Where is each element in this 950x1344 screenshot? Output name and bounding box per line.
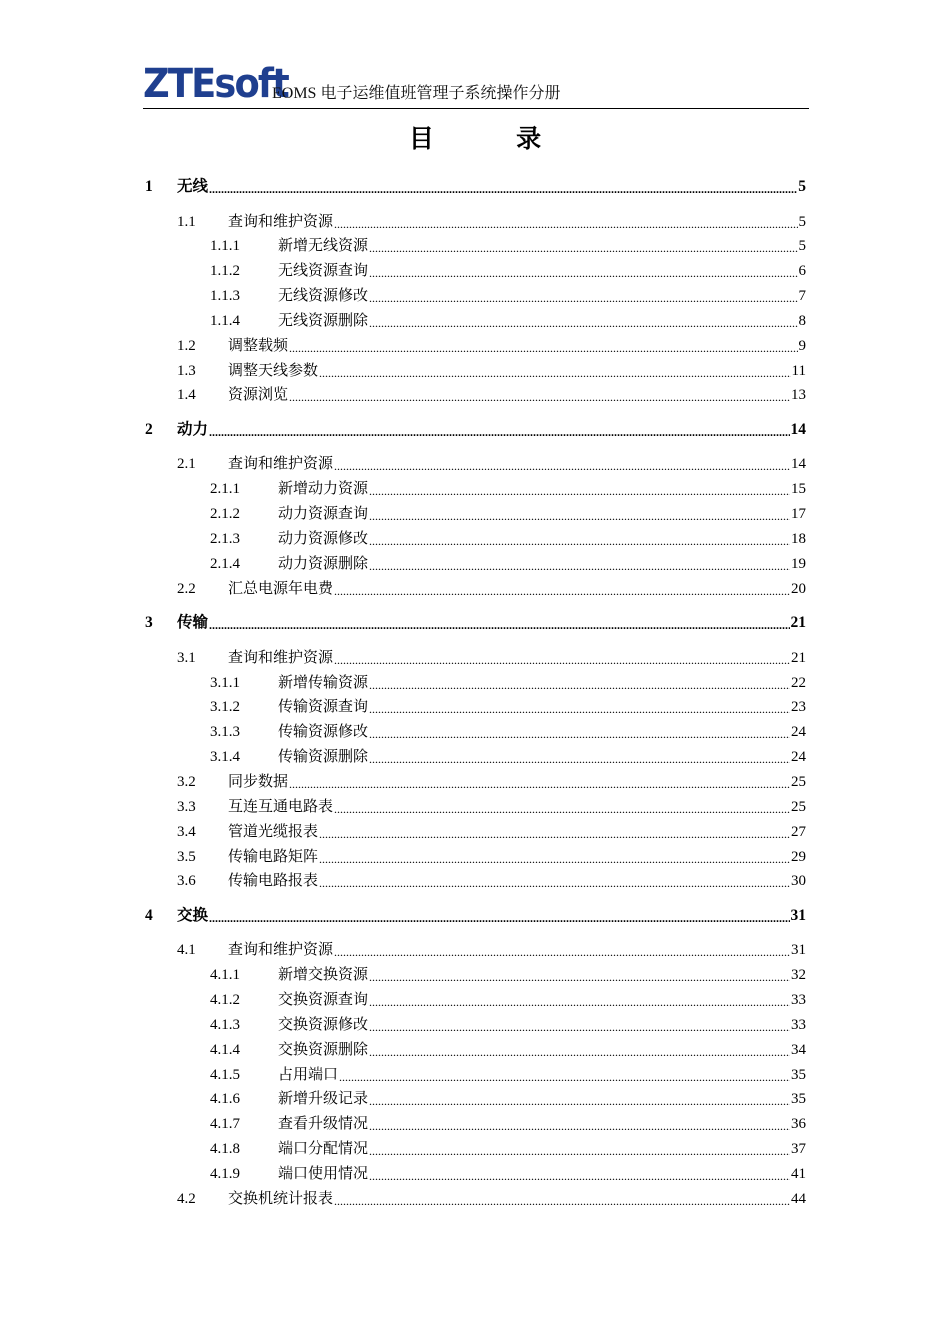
- toc-entry[interactable]: [177, 212, 806, 232]
- toc-leader-dots: [209, 908, 789, 928]
- toc-entry-number: 4.1.6: [210, 1091, 240, 1108]
- toc-entry-page: 35: [791, 1091, 806, 1108]
- toc-entry-title: 交换资源修改: [278, 1016, 369, 1033]
- toc-entry-page: 27: [791, 823, 806, 840]
- toc-entry[interactable]: [210, 504, 806, 524]
- toc-entry-title: 传输电路报表: [228, 873, 319, 890]
- toc-entry[interactable]: [210, 529, 806, 549]
- toc-entry-title: 新增升级记录: [278, 1091, 369, 1108]
- toc-entry-page: 31: [791, 942, 806, 959]
- toc-leader-dots: [369, 531, 790, 551]
- toc-entry-number: 3.1.4: [210, 749, 240, 766]
- toc-entry-number: 1.4: [177, 387, 196, 404]
- toc-entry-number: 3.2: [177, 773, 196, 790]
- toc-leader-dots: [369, 992, 790, 1012]
- toc-entry-number: 3: [145, 614, 153, 632]
- toc-entry[interactable]: [177, 454, 806, 474]
- toc-leader-dots: [369, 288, 797, 308]
- toc-entry-number: 1.2: [177, 337, 196, 354]
- toc-entry-page: 30: [791, 873, 806, 890]
- toc-entry-title: 传输资源修改: [278, 724, 369, 741]
- toc-entry-number: 4.1.9: [210, 1166, 240, 1182]
- toc-entry-number: 1.1.3: [210, 288, 240, 305]
- toc-entry-number: 4.1: [177, 942, 196, 959]
- toc-entry-title: 传输资源删除: [278, 749, 369, 766]
- toc-leader-dots: [369, 313, 797, 333]
- toc-entry-number: 4: [145, 906, 153, 924]
- toc-entry-number: 3.5: [177, 848, 196, 865]
- toc-entry-title: 端口分配情况: [278, 1141, 369, 1158]
- toc-entry-title: 新增无线资源: [278, 238, 369, 255]
- toc-entry-number: 1.3: [177, 362, 196, 379]
- toc-leader-dots: [334, 214, 797, 234]
- toc-entry[interactable]: [210, 722, 806, 742]
- toc-entry-number: 3.1.1: [210, 674, 240, 691]
- toc-entry[interactable]: [210, 965, 806, 985]
- toc-entry-page: 14: [790, 420, 806, 438]
- toc-entry-page: 18: [791, 531, 806, 547]
- toc-entry-number: 3.1.3: [210, 724, 240, 741]
- toc-leader-dots: [334, 456, 790, 476]
- toc-entry-number: 4.1.7: [210, 1116, 240, 1133]
- toc-entry-number: 2.1.3: [210, 531, 240, 547]
- toc-leader-dots: [369, 699, 790, 719]
- toc-entry[interactable]: [145, 613, 806, 633]
- toc-entry-number: 2.1.4: [210, 555, 240, 572]
- toc-leader-dots: [289, 774, 790, 794]
- toc-leader-dots: [289, 387, 790, 407]
- toc-leader-dots: [369, 724, 790, 744]
- toc-entry-page: 41: [791, 1166, 806, 1182]
- toc-entry-page: 36: [791, 1116, 806, 1133]
- toc-entry[interactable]: [177, 336, 806, 356]
- toc-entry-title: 传输: [177, 614, 209, 632]
- toc-entry-number: 3.3: [177, 798, 196, 815]
- toc-entry[interactable]: [210, 673, 806, 693]
- toc-entry-title: 互连互通电路表: [228, 798, 334, 815]
- toc-entry[interactable]: [210, 1040, 806, 1060]
- toc-entry-title: 无线资源修改: [278, 288, 369, 305]
- toc-entry-number: 2.1.2: [210, 506, 240, 523]
- toc-leader-dots: [369, 749, 790, 769]
- toc-entry-number: 4.2: [177, 1190, 196, 1207]
- toc-entry-title: 传输电路矩阵: [228, 848, 319, 865]
- toc-entry[interactable]: [210, 1114, 806, 1134]
- toc-entry-title: 查看升级情况: [278, 1116, 369, 1133]
- toc-leader-dots: [334, 799, 790, 819]
- toc-entry[interactable]: [210, 479, 806, 499]
- toc-entry-title: 动力资源查询: [278, 506, 369, 523]
- toc-entry-page: 35: [791, 1066, 806, 1083]
- toc-entry-page: 13: [791, 387, 806, 404]
- toc-leader-dots: [319, 363, 791, 383]
- toc-entry-page: 22: [791, 674, 806, 691]
- toc-entry-title: 传输资源查询: [278, 699, 369, 716]
- toc-entry[interactable]: [145, 177, 806, 197]
- toc-entry-number: 3.4: [177, 823, 196, 840]
- toc-entry-number: 3.1.2: [210, 699, 240, 716]
- toc-leader-dots: [334, 650, 790, 670]
- toc-entry-title: 调整天线参数: [228, 362, 319, 379]
- toc-leader-dots: [319, 824, 790, 844]
- toc-leader-dots: [334, 1191, 790, 1211]
- toc-leader-dots: [369, 1141, 790, 1161]
- document-subtitle: EOMS 电子运维值班管理子系统操作分册: [272, 85, 561, 102]
- toc-entry[interactable]: [210, 747, 806, 767]
- toc-entry[interactable]: [210, 286, 806, 306]
- toc-entry-number: 4.1.5: [210, 1066, 240, 1083]
- toc-entry[interactable]: [210, 311, 806, 331]
- toc-entry-title: 无线: [177, 178, 209, 195]
- toc-leader-dots: [209, 179, 797, 199]
- toc-entry[interactable]: [177, 1189, 806, 1209]
- toc-entry-page: 7: [798, 288, 806, 305]
- toc-entry[interactable]: [210, 1065, 806, 1085]
- toc-entry-page: 15: [791, 481, 806, 498]
- toc-entry[interactable]: [145, 420, 806, 440]
- toc-entry-title: 查询和维护资源: [228, 456, 334, 473]
- toc-entry[interactable]: [177, 648, 806, 668]
- toc-entry-page: 23: [791, 699, 806, 716]
- toc-leader-dots: [339, 1067, 790, 1087]
- toc-leader-dots: [369, 1091, 790, 1111]
- toc-entry-page: 33: [791, 992, 806, 1009]
- toc-entry[interactable]: [210, 697, 806, 717]
- toc-leader-dots: [369, 675, 790, 695]
- toc-entry-title: 动力资源修改: [278, 531, 369, 547]
- toc-entry-page: 6: [798, 263, 806, 280]
- toc-entry-title: 新增交换资源: [278, 967, 369, 984]
- toc-entry-page: 33: [791, 1016, 806, 1033]
- toc-entry-page: 21: [790, 614, 806, 632]
- toc-entry-title: 资源浏览: [228, 387, 289, 404]
- toc-entry[interactable]: [210, 236, 806, 256]
- toc-entry-title: 交换资源删除: [278, 1041, 369, 1058]
- toc-entry-title: 交换资源查询: [278, 992, 369, 1009]
- toc-leader-dots: [369, 506, 790, 526]
- toc-leader-dots: [289, 338, 797, 358]
- toc-entry-page: 17: [791, 506, 806, 523]
- toc-entry-page: 5: [798, 238, 806, 255]
- toc-leader-dots: [369, 238, 797, 258]
- toc-entry-page: 37: [791, 1141, 806, 1158]
- toc-entry-page: 24: [791, 749, 806, 766]
- toc-entry-page: 20: [791, 580, 806, 597]
- toc-entry-page: 24: [791, 724, 806, 741]
- toc-entry-title: 查询和维护资源: [228, 942, 334, 959]
- toc-entry-title: 查询和维护资源: [228, 213, 334, 230]
- toc-entry-page: 19: [791, 555, 806, 572]
- toc-entry[interactable]: [210, 1015, 806, 1035]
- toc-leader-dots: [369, 1116, 790, 1136]
- toc-entry-title: 端口使用情况: [278, 1166, 369, 1182]
- toc-entry-page: 8: [798, 312, 806, 329]
- toc-entry[interactable]: [177, 847, 806, 867]
- toc-entry-title: 交换机统计报表: [228, 1190, 334, 1207]
- toc-entry-number: 3.1: [177, 649, 196, 666]
- toc-entry-number: 4.1.2: [210, 992, 240, 1009]
- toc-entry-number: 2.2: [177, 580, 196, 597]
- toc-entry-number: 4.1.1: [210, 967, 240, 984]
- toc-entry-title: 交换: [177, 906, 209, 924]
- toc-leader-dots: [209, 422, 789, 442]
- toc-entry-page: 5: [798, 213, 806, 230]
- toc-leader-dots: [369, 1166, 790, 1186]
- toc-entry-number: 2.1.1: [210, 481, 240, 498]
- toc-entry-title: 新增动力资源: [278, 481, 369, 498]
- toc-entry-page: 11: [791, 362, 806, 379]
- toc-entry-number: 4.1.8: [210, 1141, 240, 1158]
- toc-entry-title: 动力: [177, 420, 209, 438]
- toc-leader-dots: [369, 1042, 790, 1062]
- company-logo: ZTEsoft: [143, 61, 288, 107]
- toc-entry-title: 无线资源删除: [278, 312, 369, 329]
- toc-entry-page: 29: [791, 848, 806, 865]
- toc-entry-number: 1.1.4: [210, 312, 240, 329]
- toc-entry[interactable]: [177, 361, 806, 381]
- toc-leader-dots: [369, 967, 790, 987]
- toc-leader-dots: [369, 1017, 790, 1037]
- toc-entry-page: 21: [791, 649, 806, 666]
- toc-entry[interactable]: [210, 1089, 806, 1109]
- toc-entry-page: 14: [791, 456, 806, 473]
- toc-entry-title: 汇总电源年电费: [228, 580, 334, 597]
- toc-entry[interactable]: [210, 1164, 806, 1184]
- toc-title: 目 录: [408, 126, 580, 153]
- toc-entry[interactable]: [177, 940, 806, 960]
- toc-entry-title: 管道光缆报表: [228, 823, 319, 840]
- toc-entry-title: 调整载频: [228, 337, 289, 354]
- toc-entry-number: 3.6: [177, 873, 196, 890]
- toc-entry-page: 25: [791, 773, 806, 790]
- toc-entry-page: 32: [791, 967, 806, 984]
- toc-entry-title: 动力资源删除: [278, 555, 369, 572]
- toc-entry-number: 1.1.1: [210, 238, 240, 255]
- toc-leader-dots: [369, 481, 790, 501]
- toc-entry[interactable]: [177, 797, 806, 817]
- toc-entry-page: 25: [791, 798, 806, 815]
- toc-leader-dots: [319, 849, 790, 869]
- toc-entry-title: 同步数据: [228, 773, 289, 790]
- toc-entry-title: 新增传输资源: [278, 674, 369, 691]
- toc-entry[interactable]: [177, 579, 806, 599]
- toc-entry-title: 占用端口: [278, 1066, 339, 1083]
- toc-leader-dots: [334, 581, 790, 601]
- toc-entry-page: 5: [798, 178, 806, 195]
- toc-leader-dots: [369, 556, 790, 576]
- toc-entry-page: 9: [798, 337, 806, 354]
- toc-entry-number: 2.1: [177, 456, 196, 473]
- toc-entry[interactable]: [177, 822, 806, 842]
- toc-entry-number: 1: [145, 178, 153, 195]
- toc-entry-page: 31: [790, 906, 806, 924]
- toc-entry-title: 无线资源查询: [278, 263, 369, 280]
- toc-entry-page: 34: [791, 1041, 806, 1058]
- toc-entry-title: 查询和维护资源: [228, 649, 334, 666]
- toc-entry-number: 4.1.3: [210, 1016, 240, 1033]
- toc-entry[interactable]: [177, 772, 806, 792]
- toc-entry-number: 1.1: [177, 213, 196, 230]
- toc-leader-dots: [319, 873, 790, 893]
- toc-leader-dots: [369, 263, 797, 283]
- toc-entry[interactable]: [145, 906, 806, 926]
- toc-leader-dots: [209, 615, 789, 635]
- toc-entry-number: 2: [145, 420, 153, 438]
- toc-entry[interactable]: [210, 990, 806, 1010]
- toc-entry-number: 1.1.2: [210, 263, 240, 280]
- toc-entry[interactable]: [177, 385, 806, 405]
- toc-entry[interactable]: [177, 871, 806, 891]
- toc-entry[interactable]: [210, 261, 806, 281]
- toc-entry-page: 44: [791, 1190, 806, 1207]
- toc-leader-dots: [334, 942, 790, 962]
- toc-entry[interactable]: [210, 1139, 806, 1159]
- toc-entry-number: 4.1.4: [210, 1041, 240, 1058]
- toc-entry[interactable]: [210, 554, 806, 574]
